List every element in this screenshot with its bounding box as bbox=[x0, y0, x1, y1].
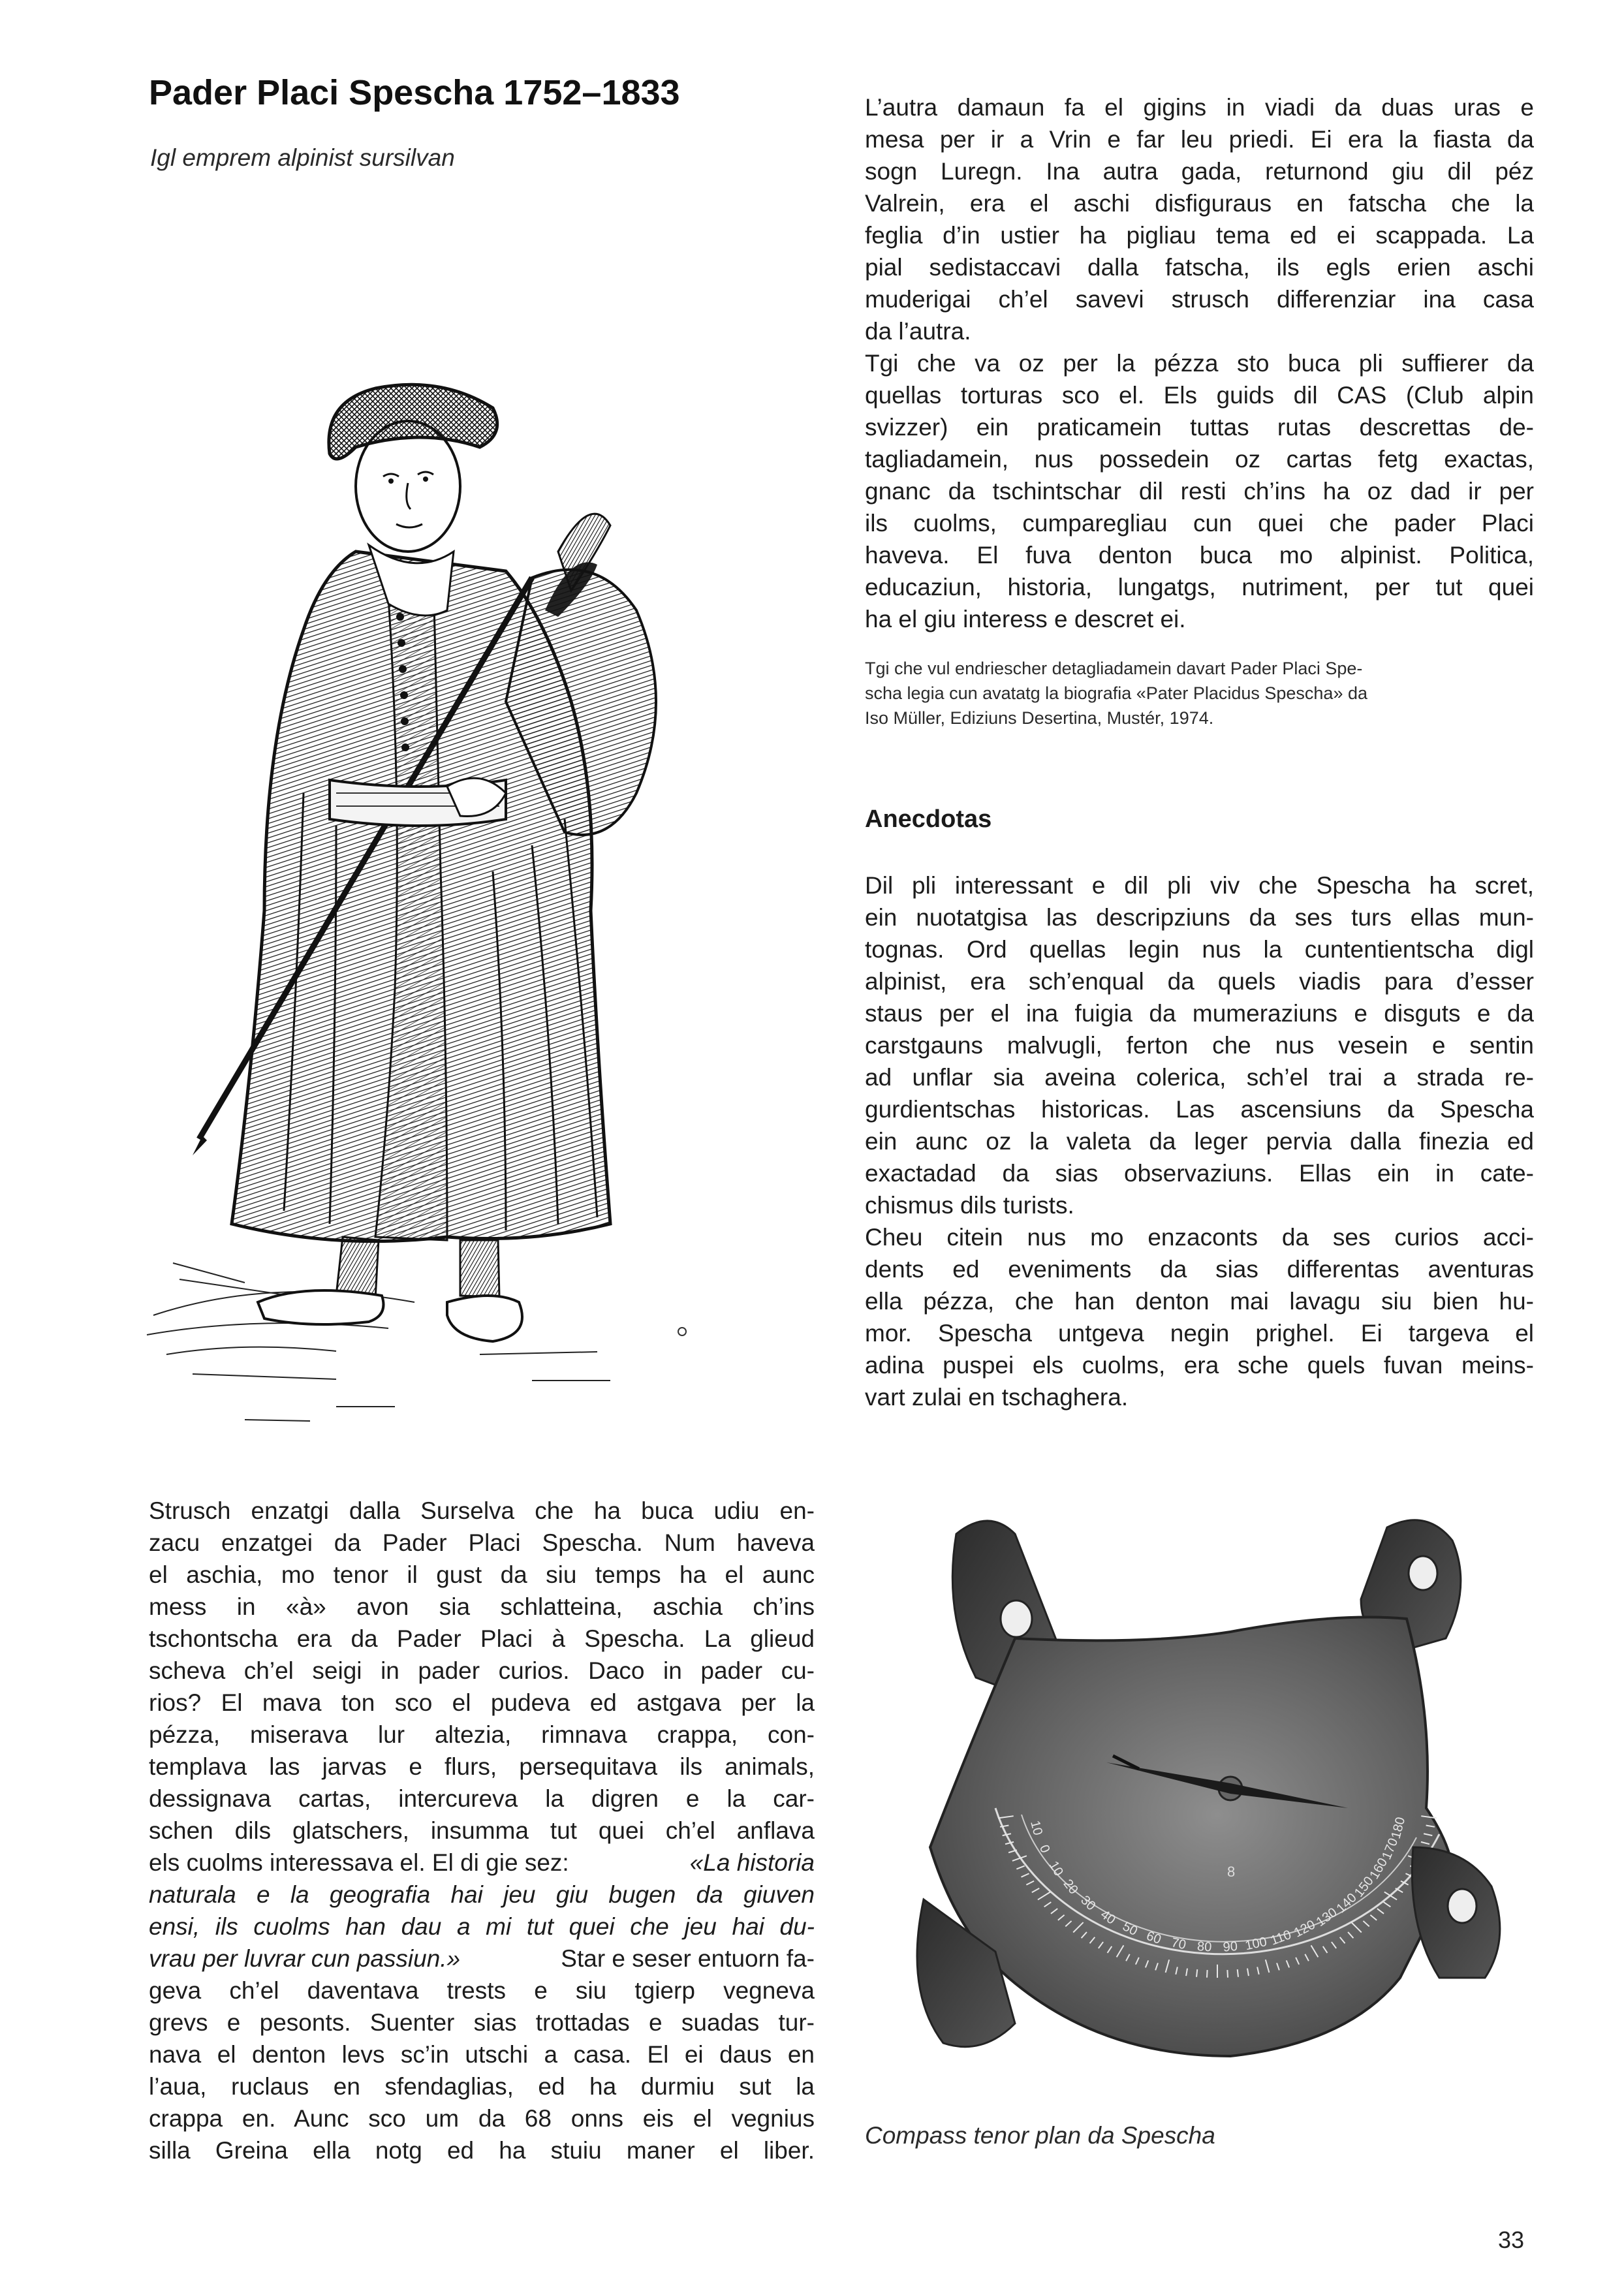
text-line: crappa en. Aunc sco um da 68 onns eis el vegnius bbox=[149, 2105, 815, 2132]
intro-left-text bbox=[149, 1495, 815, 2166]
text-line: Cheu citein nus mo enzaconts da ses curios acci- bbox=[865, 1224, 1534, 1251]
text-line: rios? El mava ton sco el pudeva ed astgava per la bbox=[149, 1689, 815, 1716]
text-line: haveva. El fuva denton buca mo alpinist. Politica, bbox=[865, 542, 1534, 569]
text-line: sogn Luregn. Ina autra gada, returnond giu dil péz bbox=[865, 158, 1534, 185]
biography-note bbox=[865, 656, 1534, 730]
text-line: carstgauns malvugli, ferton che nus vesein e sentin bbox=[865, 1032, 1534, 1059]
quote-fragment: vrau per luvrar cun passiun.» bbox=[149, 1945, 461, 1972]
text-line: mesa per ir a Vrin e far leu priedi. Ei era la fiasta da bbox=[865, 126, 1534, 153]
text-line: dents ed eveniments da sias differentas aventuras bbox=[865, 1256, 1534, 1283]
scale-tick bbox=[1207, 1970, 1208, 1978]
text-line: ad unflar sia aveina colerica, sch’el trai a strada re- bbox=[865, 1064, 1534, 1091]
text-line: dessignava cartas, intercureva la digren e la car- bbox=[149, 1785, 815, 1812]
text-line: geva ch’el daventava trests e siu tgierp vegneva bbox=[149, 1977, 815, 2004]
scale-label: 180 bbox=[1388, 1815, 1409, 1841]
scale-label: 120 bbox=[1291, 1917, 1318, 1941]
scale-label: 40 bbox=[1097, 1907, 1118, 1928]
scale-label: 10 bbox=[1027, 1819, 1046, 1837]
scale-tick bbox=[1196, 1969, 1197, 1977]
scale-label: 110 bbox=[1268, 1928, 1294, 1948]
text-line: Valrein, era el aschi disfiguraus en fatscha che la bbox=[865, 190, 1534, 217]
scale-tick bbox=[1227, 1970, 1228, 1978]
scale-label: 70 bbox=[1170, 1935, 1187, 1953]
text-line-with-quote-start bbox=[149, 1847, 815, 1879]
text-line: muderigai ch’el savevi strusch differenziar ina casa bbox=[865, 286, 1534, 313]
scale-label: 80 bbox=[1196, 1939, 1212, 1955]
scale-label: 130 bbox=[1313, 1905, 1340, 1930]
page-title: Pader Placi Spescha 1752–1833 bbox=[149, 73, 680, 112]
text-line: Dil pli interessant e dil pli viv che Spescha ha scret, bbox=[865, 872, 1534, 899]
text-line: da l’autra. bbox=[865, 318, 971, 345]
page-subtitle: Igl emprem alpinist sursilvan bbox=[150, 144, 455, 171]
text-line: alpinist, era sch’enqual da quels viadis para d’esser bbox=[865, 968, 1534, 995]
text-line: nava el denton levs sc’in utschi a casa. El ei daus en bbox=[149, 2041, 815, 2068]
text-line: pial sedistaccavi dalla fatscha, ils egls erien aschi bbox=[865, 254, 1534, 281]
scale-label: 100 bbox=[1243, 1934, 1268, 1954]
text-line: staus per el ina fuigia da mumeraziuns e disguts e da bbox=[865, 1000, 1534, 1027]
note-line: Tgi che vul endriescher detagliadamein davart Pader Placi Spe- bbox=[865, 659, 1363, 678]
text-line: mess in «à» avon sia schlatteina, aschia ch’ins bbox=[149, 1593, 815, 1620]
text-line: silla Greina ella notg ed ha stuiu maner el liber. bbox=[149, 2137, 815, 2164]
text-line: Tgi che va oz per la pézza sto buca pli suffierer da bbox=[865, 350, 1534, 377]
text-line: quellas torturas sco el. Els guids dil CAS (Club alpin bbox=[865, 382, 1534, 409]
text-line: el aschia, mo tenor il gust da siu temps ha el aunc bbox=[149, 1561, 815, 1588]
text-line: ils cuolms, cumparegliau cun quei che pader Placi bbox=[865, 510, 1534, 537]
text-line: scheva ch’el seigi in pader curios. Daco in pader cu- bbox=[149, 1657, 815, 1684]
text-line: ha el giu interess e descret ei. bbox=[865, 606, 1186, 632]
text-line: l’aua, ruclaus en sfendaglias, ed ha durmiu sut la bbox=[149, 2073, 815, 2100]
scale-label: 10 bbox=[1046, 1858, 1066, 1879]
text-line: ein nuotatgisa las descripziuns da ses turs ellas mun- bbox=[865, 904, 1534, 931]
scale-label: 170 bbox=[1379, 1835, 1401, 1862]
text-line: templava las jarvas e flurs, persequitava ils animals, bbox=[149, 1753, 815, 1780]
text-line: vart zulai en tschaghera. bbox=[865, 1384, 1129, 1411]
text-line: ella pézza, che han denton mai lavagu siu bien hu- bbox=[865, 1288, 1534, 1315]
text-line: tognas. Ord quellas legin nus la cuntentientscha digl bbox=[865, 936, 1534, 963]
text-line: ein aunc oz la valeta da leger pervia dalla finezia ed bbox=[865, 1128, 1534, 1155]
text-line: gnanc da tschintschar dil resti ch’ins ha oz dad ir per bbox=[865, 478, 1534, 505]
quote-fragment: «La historia bbox=[689, 1849, 815, 1876]
text-line: exactadad da sias observaziuns. Ellas ein in cate- bbox=[865, 1160, 1534, 1187]
scale-label: 90 bbox=[1223, 1939, 1238, 1955]
compass-caption: Compass tenor plan da Spescha bbox=[865, 2122, 1215, 2149]
text-line: tagliadamein, nus possedein oz cartas fetg exactas, bbox=[865, 446, 1534, 473]
text-line-with-quote-end bbox=[149, 1943, 815, 1975]
quote-line: naturala e la geografia hai jeu giu bugen da giuven bbox=[149, 1881, 815, 1908]
compass-photo bbox=[865, 1482, 1531, 2095]
text-line: tschontscha era da Pader Placi à Spescha. La glieud bbox=[149, 1625, 815, 1652]
text-line: feglia d’in ustier ha pigliau tema ed ei scappada. La bbox=[865, 222, 1534, 249]
text-fragment: els cuolms interessava el. El di gie sez: bbox=[149, 1849, 569, 1876]
scale-label: 60 bbox=[1144, 1928, 1163, 1948]
scale-label: 140 bbox=[1334, 1890, 1360, 1916]
scale-label: 30 bbox=[1078, 1893, 1099, 1914]
quote-line: ensi, ils cuolms han dau a mi tut quei che jeu hai du- bbox=[149, 1913, 815, 1940]
text-line: gurdientschas historicas. Las ascensiuns da Spescha bbox=[865, 1096, 1534, 1123]
svg-text:8: 8 bbox=[1227, 1864, 1236, 1880]
anecdotas-text bbox=[865, 869, 1534, 1413]
scale-label: 150 bbox=[1351, 1873, 1377, 1900]
text-line: mor. Spescha untgeva negin prighel. Ei targeva el bbox=[865, 1320, 1534, 1347]
intro-right-text bbox=[865, 91, 1534, 635]
note-line: Iso Müller, Ediziuns Desertina, Mustér, 1974. bbox=[865, 708, 1214, 728]
text-line: L’autra damaun fa el gigins in viadi da duas uras e bbox=[865, 94, 1534, 121]
page-number: 33 bbox=[1498, 2226, 1525, 2253]
scale-label: 50 bbox=[1120, 1919, 1140, 1939]
section-heading-anecdotas: Anecdotas bbox=[865, 805, 992, 833]
text-line: grevs e pesonts. Suenter sias trottadas e suadas tur- bbox=[149, 2009, 815, 2036]
scale-label: 0 bbox=[1036, 1843, 1053, 1855]
text-line: pézza, miserava lur altezia, rimnava crappa, con- bbox=[149, 1721, 815, 1748]
scale-label: 20 bbox=[1060, 1877, 1081, 1897]
text-line: svizzer) ein praticamein tuttas rutas descrettas de- bbox=[865, 414, 1534, 441]
text-line: schen dils glatschers, insumma tut quei ch’el anflava bbox=[149, 1817, 815, 1844]
text-line: adina puspei els cuolms, era sche quels fuvan meins- bbox=[865, 1352, 1534, 1379]
text-line: Strusch enzatgi dalla Surselva che ha buca udiu en- bbox=[149, 1497, 815, 1524]
note-line: scha legia cun avatatg la biografia «Pater Placidus Spescha» da bbox=[865, 683, 1368, 703]
scale-label: 160 bbox=[1367, 1855, 1391, 1882]
text-line: zacu enzatgei da Pader Placi Spescha. Num haveva bbox=[149, 1529, 815, 1556]
text-line: chismus dils turists. bbox=[865, 1192, 1074, 1219]
spescha-portrait-illustration bbox=[140, 336, 800, 1459]
text-line: educaziun, historia, lungatgs, nutriment, per tut quei bbox=[865, 574, 1534, 601]
text-fragment: Star e seser entuorn fa- bbox=[561, 1945, 815, 1972]
